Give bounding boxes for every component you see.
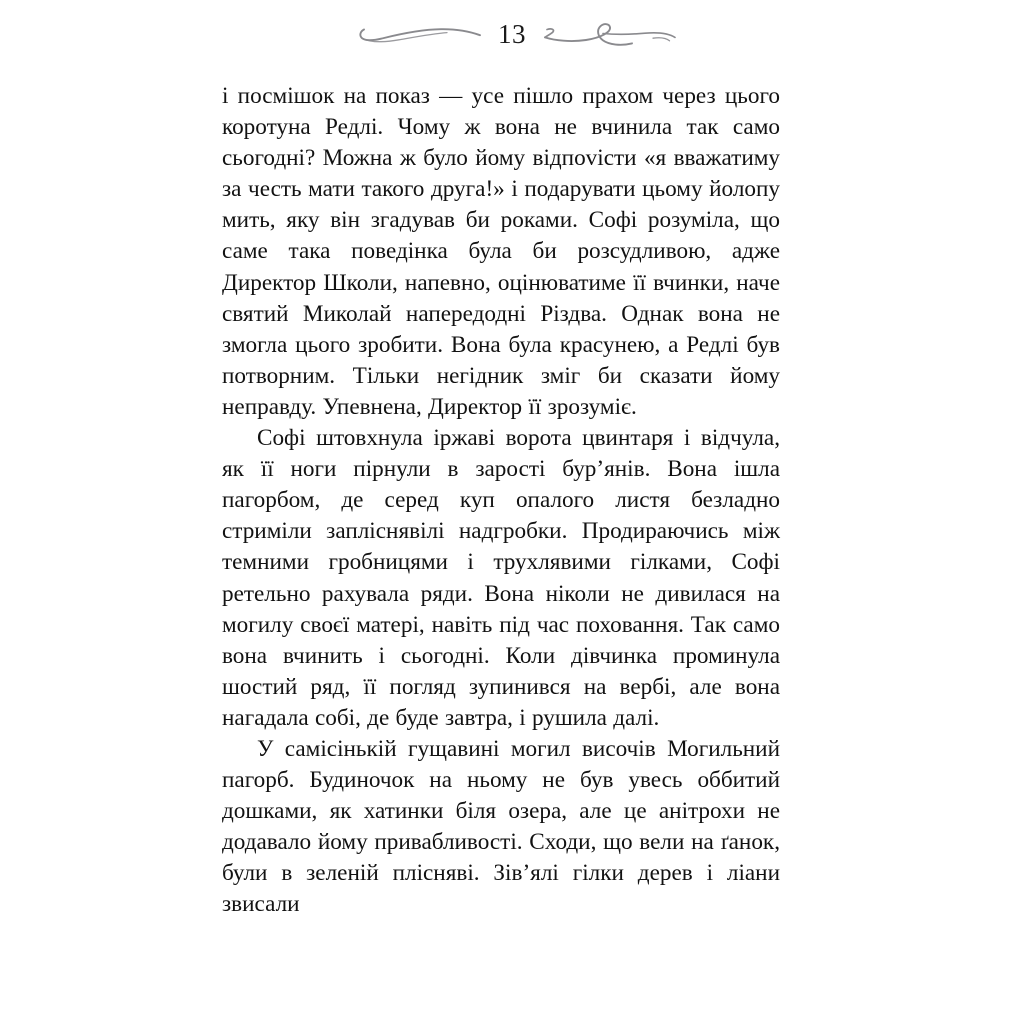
running-head: [0, 12, 1024, 58]
paragraph: і посмішок на показ — усе пішло прахом через цього коротуна Редлі. Чому ж вона не вчинила так само сьогодні? Можна ж було йому відпоvісти «я вважатиму за честь мати такого друга!» і подарувати цьому йолопу мить, яку він згадував би роками. Софі розуміла, що саме така поведінка була би розсудливою, адже Директор Школи, напевно, оцінюватиме її вчинки, наче святий Миколай напередодні Різдва. Однак вона не змогла цього зробити. Вона була красунею, а Редлі був потворним. Тільки негідник зміг би сказати йому неправду. Упевнена, Директор її зрозуміє.: [222, 83, 780, 420]
paragraph: У самісінькій гущавині могил височів Могильний пагорб. Будиночок на ньому не був увесь оббитий дошками, як хатинки біля озера, але це анітрохи не додавало йому привабливості. Сходи, що вели на ґанок, були в зеленій плісняві. Зів’ялі гілки дерев і ліани звисали: [222, 735, 780, 918]
page-bottom-clip: [0, 1016, 1024, 1024]
page-text-block: [222, 81, 780, 921]
paragraph: Софі штовхнула іржаві ворота цвинтаря і відчула, як її ноги пірнули в зарості бур’янів. Вона ішла пагорбом, де серед куп опалого листя безладно стриміли запліснявілі надгробки. Продираючись між темними гробницями і трухлявими гілками, Софі ретельно рахувала ряди. Вона ніколи не дивилася на могилу своєї матері, навіть під час поховання. Так само вона вчинить і сьогодні. Коли дівчинка проминула шостий ряд, її погляд зупинився на вербі, але вона нагадала собі, де буде завтра, і рушила далі.: [222, 425, 780, 731]
flourish-ornament-left-icon: [343, 15, 483, 55]
flourish-ornament-right-icon: [541, 15, 681, 55]
page-number: 13: [498, 18, 526, 49]
